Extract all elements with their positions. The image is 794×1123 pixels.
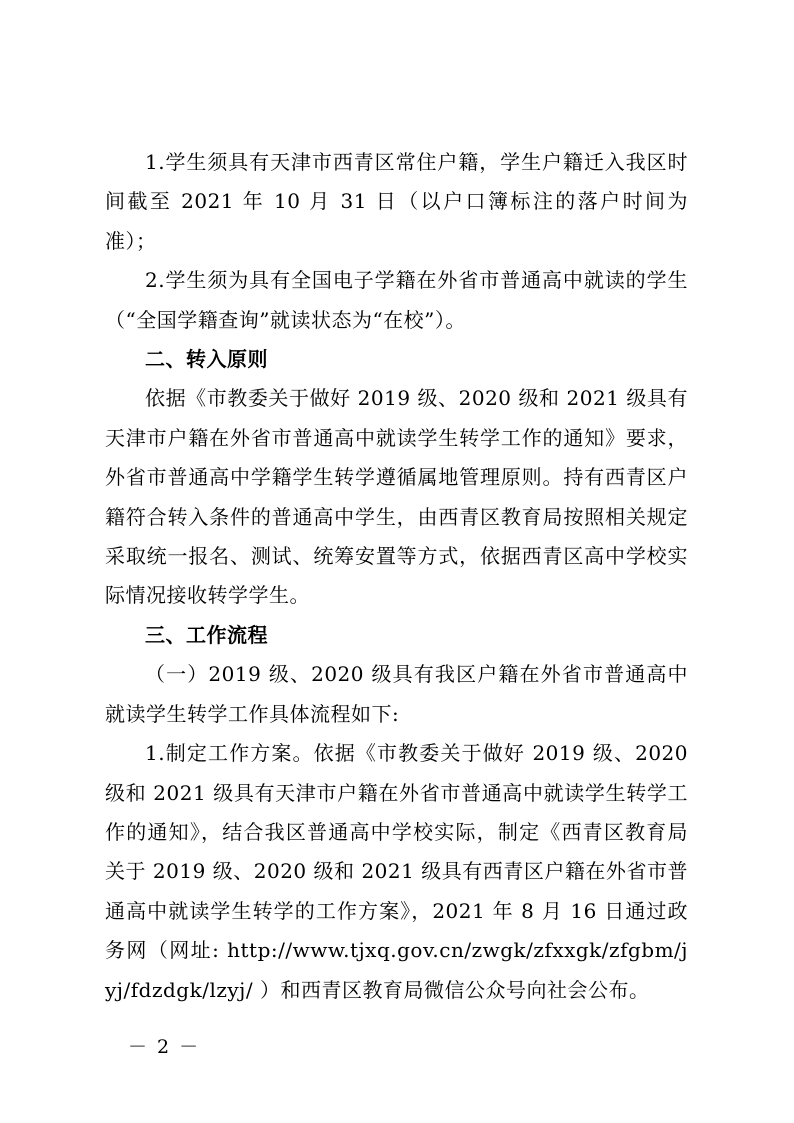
paragraph-eligibility-2: 2.学生须为具有全国电子学籍在外省市普通高中就读的学生（“全国学籍查询”就读状态为“在校”）。	[105, 268, 688, 332]
paragraph-workflow-intro: （一）2019 级、2020 级具有我区户籍在外省市普通高中就读学生转学工作具体流程如下:	[105, 662, 688, 726]
paragraph-eligibility-1: 1.学生须具有天津市西青区常住户籍，学生户籍迁入我区时间截至 2021 年 10 月 31 日（以户口簿标注的落户时间为准）；	[105, 150, 688, 253]
section-heading-transfer-principles: 二、转入原则	[145, 347, 268, 372]
document-body	[105, 143, 688, 1010]
page-number: － 2 －	[128, 1036, 201, 1058]
paragraph-transfer-principles: 依据《市教委关于做好 2019 级、2020 级和 2021 级具有天津市户籍在外省市普通高中就读学生转学工作的通知》要求，外省市普通高中学籍学生转学遵循属地管理原则。持有西青区户籍符合转入条件的普通高中学生，由西青区教育局按照相关规定采取统一报名、测试、统筹安置等方式，依据西青区高中学校实际情况接收转学学生。	[105, 386, 688, 608]
paragraph-workflow-step-1: 1.制定工作方案。依据《市教委关于做好 2019 级、2020 级和 2021 级具有天津市户籍在外省市普通高中就读学生转学工作的通知》，结合我区普通高中学校实际，制定《西青区教育局关于 2019 级、2020 级和 2021 级具有西青区户籍在外省市普通高中就读学生转学的工作方案》，2021 年 8 月 16 日通过政务网（网址: http://www.tjxq.gov.cn/zwgk/zfxxgk/zfgbm/jyj/fdzdgk/lzyj/ ）和西青区教育局微信公众号向社会公布。	[105, 741, 688, 1002]
section-heading-workflow: 三、工作流程	[145, 622, 268, 647]
